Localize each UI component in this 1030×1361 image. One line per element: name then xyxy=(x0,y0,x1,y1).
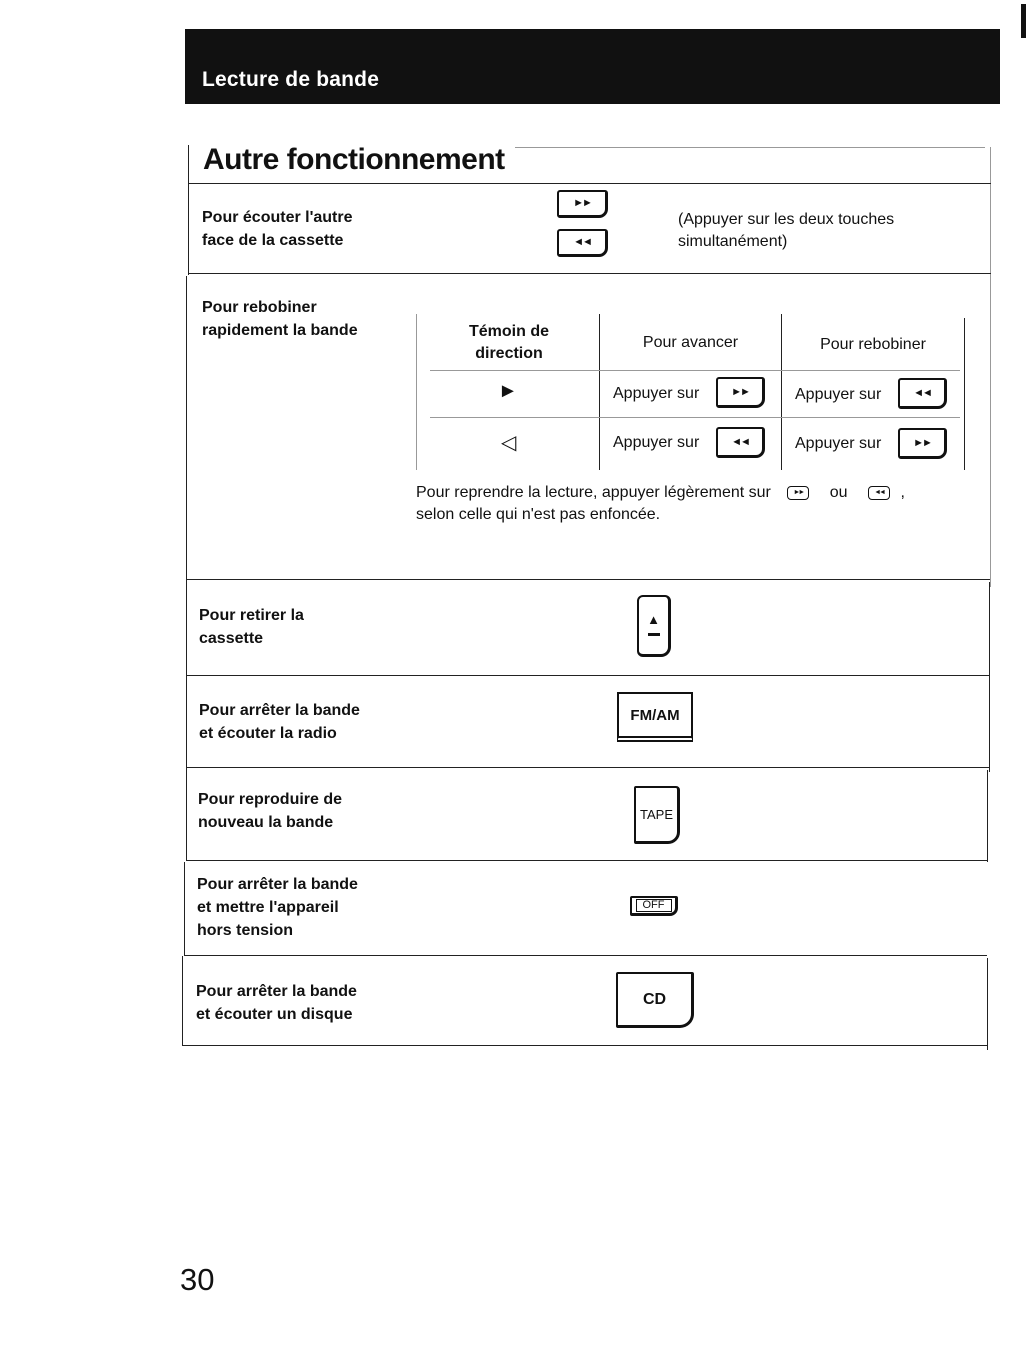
note-text: ou xyxy=(829,484,848,501)
note-text: , xyxy=(900,484,905,501)
header-line: direction xyxy=(475,345,543,362)
tape-key-label: TAPE xyxy=(640,807,673,822)
press-label: Appuyer sur xyxy=(613,434,700,451)
label-line: et écouter un disque xyxy=(196,1006,353,1023)
row-divider xyxy=(186,579,990,580)
fast-forward-button[interactable] xyxy=(557,190,608,218)
press-label: Appuyer sur xyxy=(795,435,882,452)
press-label: Appuyer sur xyxy=(613,385,700,402)
row-radio-label xyxy=(199,699,360,745)
label-line: nouveau la bande xyxy=(198,814,334,831)
rewind-icon: ◄◄ xyxy=(731,435,749,448)
label-line: et écouter la radio xyxy=(199,725,337,742)
frame-left xyxy=(184,862,185,956)
direction-forward-icon: ► xyxy=(498,380,518,402)
frame-left xyxy=(186,580,187,676)
page-number: 30 xyxy=(180,1262,215,1297)
eject-bar xyxy=(648,633,660,636)
row-power-off-label xyxy=(197,873,358,942)
row-replay-label xyxy=(198,788,342,834)
rewind-icon: ◄◄ xyxy=(573,236,591,248)
fast-forward-button[interactable] xyxy=(787,486,809,500)
row-divider xyxy=(186,767,989,768)
fm-am-button[interactable] xyxy=(617,692,693,742)
rewind-button[interactable] xyxy=(557,229,608,257)
press-label: Appuyer sur xyxy=(795,386,882,403)
page-edge-mark xyxy=(1021,4,1026,38)
frame-right-top xyxy=(990,147,991,587)
section-title: Autre fonctionnement xyxy=(203,143,505,176)
label-line: Pour arrêter la bande xyxy=(197,876,358,893)
note-text: Pour reprendre la lecture, appuyer légèrement sur xyxy=(416,484,771,501)
row-divider xyxy=(188,273,991,274)
label-line: rapidement la bande xyxy=(202,322,358,339)
off-button[interactable] xyxy=(630,896,678,916)
rewind-button[interactable] xyxy=(716,427,765,458)
table-row-divider xyxy=(430,417,960,418)
label-line: Pour arrêter la bande xyxy=(199,702,360,719)
row-divider xyxy=(186,860,988,861)
cd-key-label: CD xyxy=(642,990,667,1008)
label-line: Pour rebobiner xyxy=(202,299,317,316)
frame-left-mid xyxy=(186,276,187,581)
frame-bottom xyxy=(182,1045,988,1046)
eject-icon xyxy=(647,611,660,638)
frame-right xyxy=(987,770,988,862)
table-row-divider xyxy=(430,370,960,371)
note-line: simultanément) xyxy=(678,233,788,250)
fast-forward-icon: ►► xyxy=(573,197,591,209)
row-cd-label xyxy=(196,980,357,1026)
table-border-left xyxy=(416,314,417,470)
note-text: selon celle qui n'est pas enfoncée. xyxy=(416,506,661,523)
table-header-forward: Pour avancer xyxy=(642,334,739,351)
tape-button[interactable] xyxy=(634,786,680,844)
cd-button[interactable] xyxy=(616,972,694,1028)
banner-title: Lecture de bande xyxy=(202,68,380,91)
rewind-button[interactable] xyxy=(898,378,947,409)
title-underline xyxy=(188,183,991,184)
rewind-button[interactable] xyxy=(868,486,890,500)
label-line: et mettre l'appareil xyxy=(197,899,339,916)
direction-reverse-icon: ◁ xyxy=(501,432,517,454)
frame-left xyxy=(186,676,187,768)
label-line: Pour reproduire de xyxy=(198,791,343,808)
label-line: face de la cassette xyxy=(202,232,344,249)
row-rewind-label xyxy=(202,296,358,342)
fm-am-key-label: FM/AM xyxy=(630,706,680,724)
fast-forward-button[interactable] xyxy=(716,377,765,408)
label-line: Pour retirer la xyxy=(199,607,304,624)
fast-forward-button[interactable] xyxy=(898,428,947,459)
table-border-right xyxy=(964,318,965,470)
title-rule xyxy=(515,147,985,148)
table-header-rewind: Pour rebobiner xyxy=(820,336,926,353)
frame-left-top xyxy=(188,145,189,275)
label-line: Pour arrêter la bande xyxy=(196,983,357,1000)
off-key-label: OFF xyxy=(636,899,672,912)
fast-forward-icon: ►► xyxy=(913,436,931,449)
rewind-icon: ◄◄ xyxy=(913,386,931,399)
table-header-direction xyxy=(420,321,598,365)
eject-button[interactable] xyxy=(637,595,671,657)
row-other-side-note xyxy=(678,209,894,253)
frame-left xyxy=(186,768,187,860)
row-other-side-label xyxy=(202,206,353,252)
header-banner xyxy=(185,29,1000,104)
header-line: Témoin de xyxy=(468,323,549,340)
fast-forward-icon: ►► xyxy=(731,385,749,398)
row-divider xyxy=(184,955,987,956)
label-line: Pour écouter l'autre xyxy=(202,209,353,226)
rewind-note xyxy=(416,482,905,526)
eject-triangle: ▲ xyxy=(647,611,660,627)
frame-right xyxy=(989,582,990,772)
frame-left xyxy=(182,956,183,1046)
row-eject-label xyxy=(199,604,304,650)
frame-right xyxy=(987,958,988,1050)
label-line: hors tension xyxy=(197,922,294,939)
fast-forward-icon: ►► xyxy=(793,489,804,497)
rewind-icon: ◄◄ xyxy=(874,489,884,497)
note-line: (Appuyer sur les deux touches xyxy=(678,211,895,228)
row-divider xyxy=(186,675,990,676)
label-line: cassette xyxy=(199,630,264,647)
